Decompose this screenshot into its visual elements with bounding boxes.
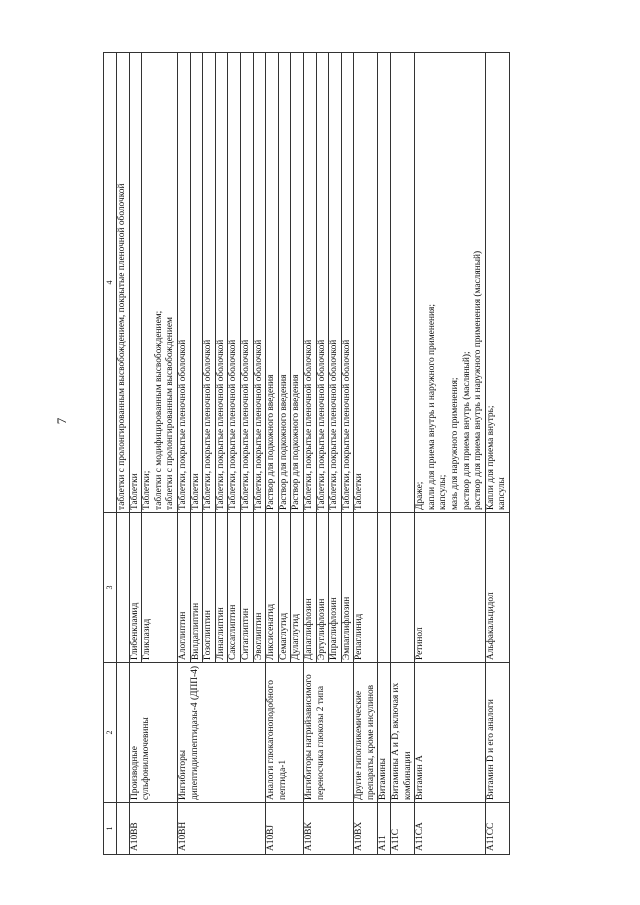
dosage-forms-cell <box>117 53 130 513</box>
drug-name-cell: Эмпаглифлозин <box>341 513 354 663</box>
group-name-cell: Производные сульфонилмочевины <box>129 663 177 803</box>
dosage-forms-cell <box>291 53 304 513</box>
dosage-form-line: Таблетки, покрытые пленочной оболочкой <box>215 339 226 510</box>
dosage-form-line: капсулы <box>497 477 508 510</box>
dosage-forms-cell <box>266 53 279 513</box>
dosage-form-line: Таблетки; <box>142 470 153 510</box>
drug-name-cell: Эвоглиптин <box>253 513 266 663</box>
group-name-cell: Другие гипогликемические препараты, кроме инсулинов <box>354 663 378 803</box>
drug-name-cell: Репаглинид <box>354 513 378 663</box>
column-number: 4 <box>104 53 117 513</box>
group-name-cell: Ингибиторы натрийзависимого переносчика глюкозы 2 типа <box>303 663 353 803</box>
table-row <box>303 53 316 855</box>
drug-name-cell: Альфакальцидол <box>485 513 509 663</box>
drug-name-cell: Ретинол <box>415 513 486 663</box>
dosage-forms-cell <box>485 53 509 513</box>
dosage-forms-cell <box>303 53 316 513</box>
atc-code-cell: A10BH <box>177 803 265 855</box>
dosage-forms-cell <box>240 53 253 513</box>
atc-code-cell: A10BJ <box>266 803 304 855</box>
dosage-forms-cell <box>329 53 342 513</box>
page-number: 7 <box>54 417 69 425</box>
table-row <box>378 53 391 855</box>
dosage-form-line: капсулы; <box>438 474 449 510</box>
atc-code-cell: A11C <box>391 803 415 855</box>
table-row <box>354 53 378 855</box>
column-number: 1 <box>104 803 117 855</box>
drug-name-cell <box>117 513 130 663</box>
dosage-forms-cell <box>341 53 354 513</box>
drug-name-cell: Глибенкламид <box>129 513 142 663</box>
drug-name-cell: Линаглиптин <box>215 513 228 663</box>
drug-name-cell <box>378 513 391 663</box>
drug-name-cell: Ликсисенатид <box>266 513 279 663</box>
dosage-form-line: раствор для приема внутрь и наружного применения (масляный) <box>473 250 484 510</box>
group-name-cell: Витамин А <box>415 663 486 803</box>
dosage-forms-cell <box>415 53 486 513</box>
group-name-cell: Витамины A и D, включая их комбинации <box>391 663 415 803</box>
column-number-row <box>104 53 117 855</box>
dosage-form-line: Таблетки, покрытые пленочной оболочкой <box>228 339 239 510</box>
dosage-form-line: Таблетки, покрытые пленочной оболочкой <box>240 339 251 510</box>
dosage-form-line: Таблетки, покрытые пленочной оболочкой <box>303 339 314 510</box>
table-row <box>415 53 486 855</box>
table-row <box>485 53 509 855</box>
dosage-form-line: Капли для приема внутрь; <box>485 405 496 510</box>
dosage-form-line: Таблетки <box>354 473 365 510</box>
dosage-forms-cell <box>203 53 216 513</box>
dosage-form-line: Раствор для подкожного введения <box>266 374 277 510</box>
atc-code-cell: A11CA <box>415 803 486 855</box>
table-row <box>117 53 130 855</box>
column-number: 3 <box>104 513 117 663</box>
drug-name-cell: Гликлазид <box>142 513 178 663</box>
drug-name-cell: Гозоглиптин <box>203 513 216 663</box>
drug-name-cell: Дапаглифлозин <box>303 513 316 663</box>
group-name-cell: Ингибиторы дипептидилпептидазы-4 (ДПП-4) <box>177 663 265 803</box>
drug-name-cell: Алоглиптин <box>177 513 190 663</box>
dosage-forms-cell <box>190 53 203 513</box>
dosage-forms-cell <box>391 53 415 513</box>
drug-name-cell: Ситаглиптин <box>240 513 253 663</box>
dosage-forms-cell <box>215 53 228 513</box>
drug-name-cell: Ипраглифлозин <box>329 513 342 663</box>
dosage-forms-cell <box>129 53 142 513</box>
dosage-form-line: Таблетки, покрытые пленочной оболочкой <box>203 339 214 510</box>
dosage-form-line: таблетки с пролонгированным высвобождением <box>165 317 176 510</box>
dosage-forms-cell <box>142 53 178 513</box>
dosage-forms-cell <box>278 53 291 513</box>
dosage-form-line: таблетки с пролонгированным высвобождением, покрытые пленочной оболочкой <box>117 183 127 510</box>
drug-name-cell: Вилдаглиптин <box>190 513 203 663</box>
column-number: 2 <box>104 663 117 803</box>
group-name-cell <box>117 663 130 803</box>
atc-code-cell <box>117 803 130 855</box>
group-name-cell: Аналоги глюкагоноподобного пептида-1 <box>266 663 304 803</box>
dosage-forms-cell <box>253 53 266 513</box>
drug-name-cell: Саксаглиптин <box>228 513 241 663</box>
dosage-forms-cell <box>316 53 329 513</box>
group-name-cell: Витамины <box>378 663 391 803</box>
dosage-form-line: капли для приема внутрь и наружного применения; <box>426 304 437 510</box>
atc-code-cell: A10BK <box>303 803 353 855</box>
group-name-cell: Витамин D и его аналоги <box>485 663 509 803</box>
table-row <box>266 53 279 855</box>
atc-code-cell: A11CC <box>485 803 509 855</box>
dosage-form-line: мазь для наружного применения; <box>450 377 461 510</box>
drug-name-cell: Дулаглутид <box>291 513 304 663</box>
dosage-form-line: Таблетки <box>190 473 201 510</box>
drug-name-cell: Эртуглифлозин <box>316 513 329 663</box>
dosage-forms-cell <box>378 53 391 513</box>
atc-code-cell: A11 <box>378 803 391 855</box>
document-table-rotated <box>103 53 600 855</box>
dosage-form-line: Таблетки <box>129 473 140 510</box>
atc-code-cell: A10BX <box>354 803 378 855</box>
dosage-form-line: Драже; <box>415 481 426 510</box>
table-row <box>391 53 415 855</box>
dosage-form-line: Таблетки, покрытые пленочной оболочкой <box>329 339 340 510</box>
table-row <box>177 53 190 855</box>
medicine-table <box>103 52 510 855</box>
dosage-form-line: Таблетки, покрытые пленочной оболочкой <box>253 339 264 510</box>
dosage-form-line: Раствор для подкожного введения <box>278 374 289 510</box>
drug-name-cell <box>391 513 415 663</box>
dosage-form-line: Таблетки, покрытые пленочной оболочкой <box>341 339 352 510</box>
dosage-form-line: Раствор для подкожного введения <box>291 374 302 510</box>
dosage-forms-cell <box>177 53 190 513</box>
dosage-forms-cell <box>354 53 378 513</box>
table-row <box>129 53 142 855</box>
dosage-form-line: таблетки с модифицированным высвобождением; <box>153 310 164 510</box>
dosage-forms-cell <box>228 53 241 513</box>
dosage-form-line: раствор для приема внутрь (масляный); <box>461 351 472 510</box>
dosage-form-line: Таблетки, покрытые пленочной оболочкой <box>177 339 188 510</box>
drug-name-cell: Семаглутид <box>278 513 291 663</box>
atc-code-cell: A10BB <box>129 803 177 855</box>
dosage-form-line: Таблетки, покрытые пленочной оболочкой <box>316 339 327 510</box>
